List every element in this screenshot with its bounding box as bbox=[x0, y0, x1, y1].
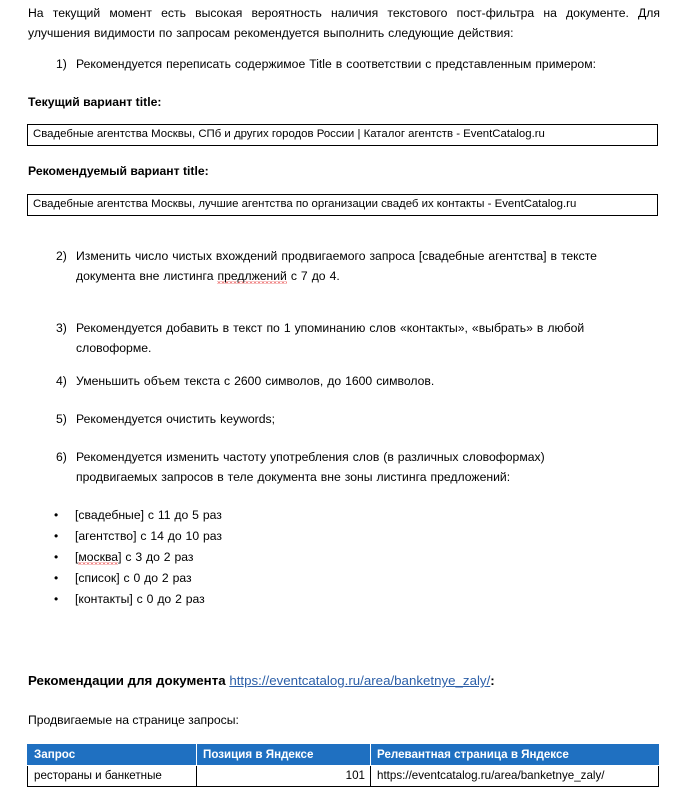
keyword-frequency-text bbox=[75, 547, 193, 568]
bullet-icon: • bbox=[54, 529, 59, 543]
list-marker: 1) bbox=[56, 57, 67, 71]
recommendation-text bbox=[76, 246, 656, 286]
recommendation-item-2 bbox=[56, 246, 656, 286]
query-table bbox=[27, 744, 659, 787]
recommended-title-label: Рекомендуемый вариант title: bbox=[28, 164, 209, 178]
bullet-icon: • bbox=[54, 550, 59, 564]
document-recommendations-heading bbox=[28, 671, 495, 691]
recommendation-item-3 bbox=[56, 318, 656, 358]
keyword-frequency-text: [список] с 0 до 2 раз bbox=[75, 571, 192, 585]
keyword-frequency-text: [свадебные] с 11 до 5 раз bbox=[75, 508, 222, 522]
recommendation-text: Рекомендуется изменить частоту употребления слов (в различных словоформах) продвигаемых запросов в теле документа вне зоны листинга предложений: bbox=[76, 450, 545, 484]
recommendation-item-1 bbox=[56, 54, 656, 74]
recommended-title-box: Свадебные агентства Москвы, лучшие агентства по организации свадеб их контакты - EventCatalog.ru bbox=[27, 194, 658, 216]
recommendation-text-before: Изменить число чистых вхождений продвигаемого запроса [свадебные агентства] в тексте документа вне листинга bbox=[76, 249, 597, 283]
table-header-row bbox=[28, 745, 659, 766]
keyword-frequency-item bbox=[54, 547, 193, 568]
promoted-queries-subtitle: Продвигаемые на странице запросы: bbox=[28, 713, 239, 727]
spellcheck-misspelled-word: москва bbox=[78, 550, 119, 564]
heading-prefix: Рекомендации для документа bbox=[28, 673, 230, 688]
list-marker: 3) bbox=[56, 321, 67, 335]
recommendation-text-after: с 7 до 4. bbox=[286, 269, 340, 283]
recommendation-text: Рекомендуется добавить в текст по 1 упоминанию слов «контакты», «выбрать» в любой словоформе. bbox=[76, 321, 585, 355]
document-url-link[interactable]: https://eventcatalog.ru/area/banketnye_zaly/ bbox=[229, 673, 491, 688]
list-marker: 6) bbox=[56, 450, 67, 464]
recommendation-item-6 bbox=[56, 447, 586, 487]
cell-relevant-page: https://eventcatalog.ru/area/banketnye_zaly/ bbox=[371, 766, 659, 787]
keyword-frequency-item bbox=[54, 568, 192, 589]
bullet-icon: • bbox=[54, 508, 59, 522]
keyword-frequency-item bbox=[54, 505, 222, 526]
keyword-frequency-item bbox=[54, 526, 222, 547]
intro-paragraph: На текущий момент есть высокая вероятность наличия текстового пост-фильтра на документе. Для улучшения видимости по запросам рекомендуется выполнить следующие действия: bbox=[28, 6, 660, 40]
table-row bbox=[28, 766, 659, 787]
spellcheck-misspelled-word: предлжений bbox=[217, 269, 287, 283]
keyword-frequency-text: [агентство] с 14 до 10 раз bbox=[75, 529, 223, 543]
list-marker: 4) bbox=[56, 374, 67, 388]
recommendation-text: Рекомендуется очистить keywords; bbox=[76, 412, 276, 426]
heading-suffix: : bbox=[490, 673, 495, 688]
column-header-relevant-page: Релевантная страница в Яндексе bbox=[371, 745, 659, 766]
list-marker: 2) bbox=[56, 249, 67, 263]
recommendation-item-4 bbox=[56, 371, 656, 391]
recommendation-text: Рекомендуется переписать содержимое Title в соответствии с представленным примером: bbox=[76, 57, 596, 71]
bullet-icon: • bbox=[54, 571, 59, 585]
current-title-box: Свадебные агентства Москвы, СПб и других городов России | Каталог агентств - EventCatalog.ru bbox=[27, 124, 658, 146]
keyword-frequency-item bbox=[54, 589, 205, 610]
list-marker: 5) bbox=[56, 412, 67, 426]
keyword-suffix: ] с 3 до 2 раз bbox=[118, 550, 194, 564]
column-header-position: Позиция в Яндексе bbox=[197, 745, 371, 766]
cell-position: 101 bbox=[197, 766, 371, 787]
recommendation-text: Уменьшить объем текста с 2600 символов, до 1600 символов. bbox=[76, 374, 435, 388]
current-title-label: Текущий вариант title: bbox=[28, 95, 162, 109]
column-header-query: Запрос bbox=[28, 745, 197, 766]
recommendation-item-5 bbox=[56, 409, 656, 429]
cell-query: рестораны и банкетные bbox=[28, 766, 197, 787]
keyword-prefix: [ bbox=[75, 550, 79, 564]
keyword-frequency-text: [контакты] с 0 до 2 раз bbox=[75, 592, 205, 606]
bullet-icon: • bbox=[54, 592, 59, 606]
